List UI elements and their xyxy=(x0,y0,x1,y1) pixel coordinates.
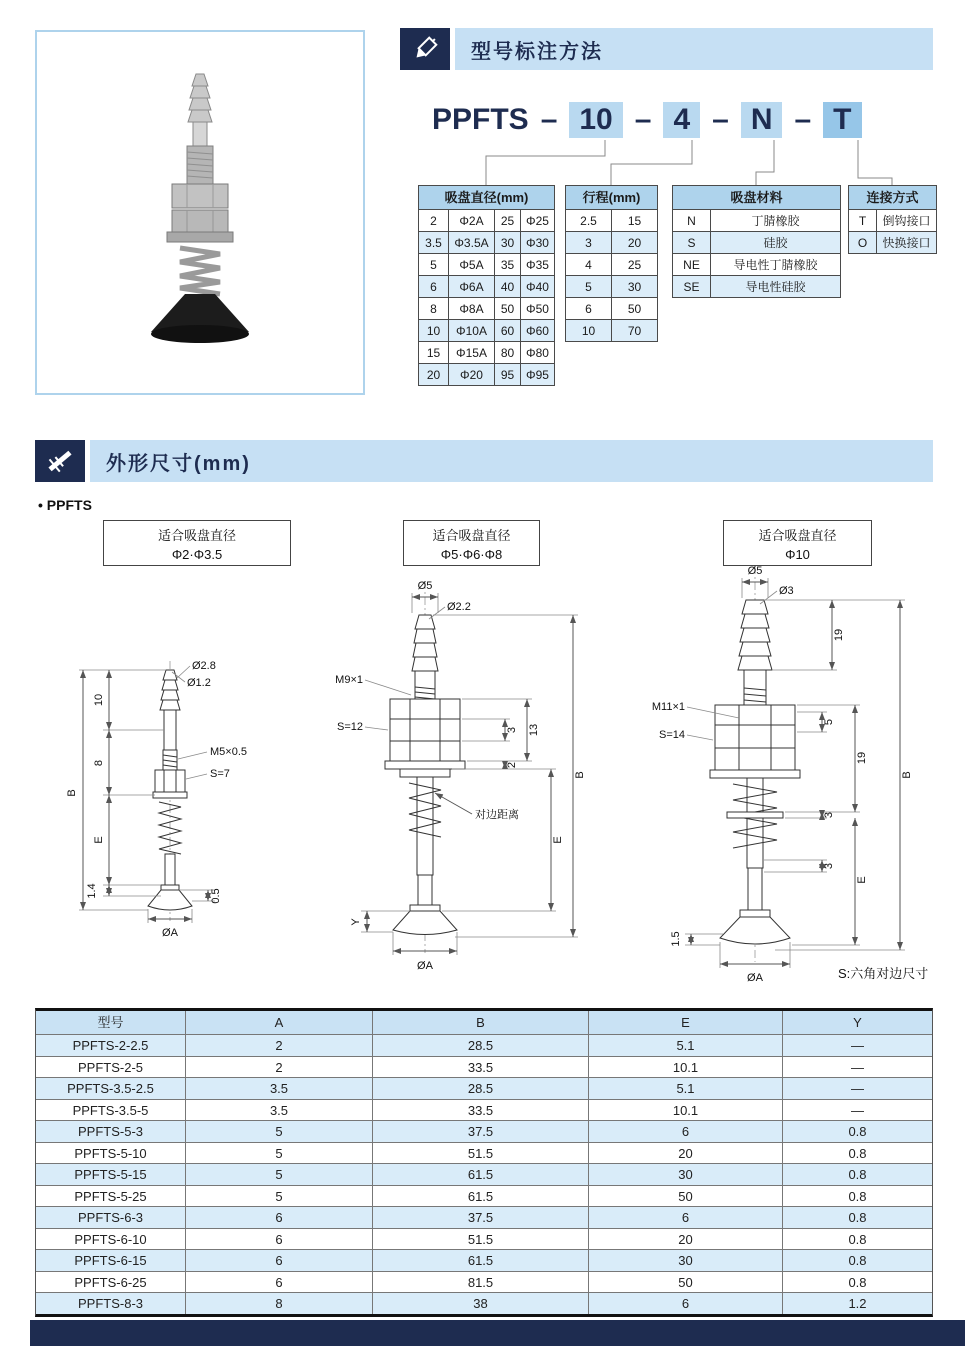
dim-b-cell: 51.5 xyxy=(373,1142,589,1164)
section1-title: 型号标注方法 xyxy=(471,40,603,63)
table-cell: SE xyxy=(673,276,711,298)
table-row xyxy=(419,298,555,320)
table-row xyxy=(673,254,841,276)
model-dash: – xyxy=(634,103,652,136)
model-cell: PPFTS-6-25 xyxy=(36,1271,186,1293)
table-cell: 导电性丁腈橡胶 xyxy=(711,254,841,276)
dim-y-cell: — xyxy=(783,1056,932,1078)
dim-label: 8 xyxy=(93,759,105,767)
table-cell: Φ60 xyxy=(521,320,555,342)
table-row xyxy=(673,232,841,254)
dim-y-cell: 1.2 xyxy=(783,1292,932,1314)
model-size-box: 10 xyxy=(569,102,622,138)
table-cell: 硅胶 xyxy=(711,232,841,254)
spec-table-row xyxy=(36,1120,932,1142)
dim-label: B xyxy=(574,771,586,779)
table-row xyxy=(419,276,555,298)
dim-e-cell: 30 xyxy=(589,1163,783,1185)
footer-bar xyxy=(30,1320,965,1346)
model-cell: PPFTS-5-3 xyxy=(36,1120,186,1142)
caliper-icon xyxy=(44,446,76,476)
dim-label: 1.4 xyxy=(86,883,98,899)
table-cell: 8 xyxy=(419,298,449,320)
dim-b-cell: 61.5 xyxy=(373,1163,589,1185)
spec-table-row xyxy=(36,1271,932,1293)
dim-e-cell: 5.1 xyxy=(589,1034,783,1056)
spec-table-row xyxy=(36,1077,932,1099)
dim-y-cell: 0.8 xyxy=(783,1271,932,1293)
dim-label: Ø5 xyxy=(747,565,763,577)
table-cell: 35 xyxy=(495,254,521,276)
drawing-caption-1 xyxy=(103,520,291,566)
dim-a-cell: 3.5 xyxy=(186,1099,373,1121)
dim-label: ØA xyxy=(747,972,763,984)
caption-line1: 适合吸盘直径 xyxy=(157,527,236,543)
dim-y-cell: 0.8 xyxy=(783,1185,932,1207)
table-row xyxy=(419,342,555,364)
dim-a-cell: 6 xyxy=(186,1206,373,1228)
dim-e-cell: 20 xyxy=(589,1228,783,1250)
series-label: • PPFTS xyxy=(38,497,92,513)
dim-label: 19 xyxy=(856,751,868,765)
dim-a-cell: 6 xyxy=(186,1271,373,1293)
table-cell: 导电性硅胶 xyxy=(711,276,841,298)
table-row xyxy=(419,210,555,232)
fitting-outline xyxy=(710,600,800,944)
dim-a-cell: 8 xyxy=(186,1292,373,1314)
table-cell: 95 xyxy=(495,364,521,386)
table-cell: 20 xyxy=(612,232,658,254)
model-cell: PPFTS-5-25 xyxy=(36,1185,186,1207)
model-cell: PPFTS-2-5 xyxy=(36,1056,186,1078)
table-cell: 丁腈橡胶 xyxy=(711,210,841,232)
table-cell: 30 xyxy=(612,276,658,298)
table-row xyxy=(419,364,555,386)
dim-e-cell: 20 xyxy=(589,1142,783,1164)
table-cell: Φ95 xyxy=(521,364,555,386)
diameter-table-header: 吸盘直径(mm) xyxy=(419,186,555,210)
dim-label: 对边距离 xyxy=(475,809,519,821)
table-cell: Φ80 xyxy=(521,342,555,364)
spec-table-row xyxy=(36,1163,932,1185)
table-cell: Φ30 xyxy=(521,232,555,254)
dim-b-cell: 61.5 xyxy=(373,1185,589,1207)
dim-b-cell: 61.5 xyxy=(373,1249,589,1271)
dim-label: 10 xyxy=(93,693,105,707)
table-cell: 2.5 xyxy=(566,210,612,232)
dim-label: E xyxy=(93,836,105,844)
dim-a-cell: 5 xyxy=(186,1120,373,1142)
table-cell: 25 xyxy=(495,210,521,232)
table-cell: 40 xyxy=(495,276,521,298)
table-cell: 5 xyxy=(419,254,449,276)
model-prefix: PPFTS xyxy=(432,103,529,136)
dim-b-cell: 33.5 xyxy=(373,1099,589,1121)
table-cell: Φ5A xyxy=(449,254,495,276)
drawing-caption-2 xyxy=(403,520,540,566)
diameter-table xyxy=(418,185,555,386)
table-cell: 3.5 xyxy=(419,232,449,254)
table-cell: 10 xyxy=(419,320,449,342)
column-header: A xyxy=(186,1011,373,1034)
dim-y-cell: — xyxy=(783,1077,932,1099)
dim-label: Y xyxy=(350,918,362,926)
column-header: Y xyxy=(853,1015,862,1030)
material-table-header: 吸盘材料 xyxy=(673,186,841,210)
table-cell: T xyxy=(849,210,877,232)
dim-label: M5×0.5 xyxy=(210,746,247,758)
dim-y-cell: — xyxy=(783,1034,932,1056)
spring-coil xyxy=(180,248,220,294)
product-photo xyxy=(37,32,363,393)
dim-a-cell: 5 xyxy=(186,1163,373,1185)
table-cell: Φ15A xyxy=(449,342,495,364)
caption-line2: Φ2·Φ3.5 xyxy=(171,546,223,562)
model-dash: – xyxy=(712,103,729,136)
dim-b-cell: 51.5 xyxy=(373,1228,589,1250)
spec-table xyxy=(35,1008,933,1317)
stroke-table-header: 行程(mm) xyxy=(566,186,658,210)
table-cell: 2 xyxy=(419,210,449,232)
dim-label: 5 xyxy=(823,718,835,726)
spec-table-header-row xyxy=(36,1011,932,1034)
model-cell: PPFTS-6-15 xyxy=(36,1249,186,1271)
dim-label: 19 xyxy=(833,628,845,642)
table-cell: Φ50 xyxy=(521,298,555,320)
dim-b-cell: 81.5 xyxy=(373,1271,589,1293)
connection-table-header: 连接方式 xyxy=(849,186,937,210)
dim-label: S=7 xyxy=(210,768,230,780)
model-cell: PPFTS-3.5-5 xyxy=(36,1099,186,1121)
table-row xyxy=(419,320,555,342)
dim-b-cell: 37.5 xyxy=(373,1206,589,1228)
table-cell: 50 xyxy=(612,298,658,320)
dim-e-cell: 30 xyxy=(589,1249,783,1271)
dim-label: E xyxy=(856,876,868,884)
table-cell: 6 xyxy=(419,276,449,298)
table-cell: NE xyxy=(673,254,711,276)
model-cell: PPFTS-8-3 xyxy=(36,1292,186,1314)
table-cell: 3 xyxy=(566,232,612,254)
table-cell: Φ3.5A xyxy=(449,232,495,254)
model-cell: PPFTS-5-15 xyxy=(36,1163,186,1185)
section2-icon-box xyxy=(35,440,85,482)
dim-a-cell: 2 xyxy=(186,1056,373,1078)
dim-y-cell: 0.8 xyxy=(783,1206,932,1228)
dim-e-cell: 50 xyxy=(589,1271,783,1293)
model-dash: – xyxy=(794,103,812,136)
table-cell: 60 xyxy=(495,320,521,342)
dimension-drawing-large xyxy=(615,560,955,1005)
caption-line2: Φ5·Φ6·Φ8 xyxy=(440,546,503,562)
dim-e-cell: 5.1 xyxy=(589,1077,783,1099)
table-cell: Φ8A xyxy=(449,298,495,320)
table-cell: S xyxy=(673,232,711,254)
model-cell: PPFTS-3.5-2.5 xyxy=(36,1077,186,1099)
dim-y-cell: 0.8 xyxy=(783,1249,932,1271)
spec-table-row xyxy=(36,1228,932,1250)
fitting-outline xyxy=(385,615,465,935)
table-cell: 70 xyxy=(612,320,658,342)
model-cell: PPFTS-2-2.5 xyxy=(36,1034,186,1056)
dim-label: Ø5 xyxy=(417,580,433,592)
section1-header xyxy=(400,28,933,70)
table-cell: Φ10A xyxy=(449,320,495,342)
model-connection-box: T xyxy=(823,102,861,138)
column-header: E xyxy=(589,1011,783,1034)
table-row xyxy=(849,232,937,254)
column-header: 型号 xyxy=(36,1011,186,1034)
barb-fitting xyxy=(188,74,212,122)
model-material-box: N xyxy=(741,102,783,138)
connection-table xyxy=(848,185,937,254)
table-cell: 10 xyxy=(566,320,612,342)
stroke-table xyxy=(565,185,658,342)
dim-b-cell: 28.5 xyxy=(373,1077,589,1099)
table-cell: 50 xyxy=(495,298,521,320)
table-cell: Φ20 xyxy=(449,364,495,386)
table-row xyxy=(566,298,658,320)
dim-a-cell: 2 xyxy=(186,1034,373,1056)
model-cell: PPFTS-6-3 xyxy=(36,1206,186,1228)
table-row xyxy=(673,276,841,298)
dim-e-cell: 10.1 xyxy=(589,1056,783,1078)
dim-label: E xyxy=(552,836,564,844)
table-cell: O xyxy=(849,232,877,254)
hex-flats-note: S:六角对边尺寸 xyxy=(838,966,929,981)
dim-label: 3 xyxy=(823,862,835,870)
dim-label: 3 xyxy=(506,726,518,734)
model-stroke-box: 4 xyxy=(663,102,700,138)
dim-e-cell: 10.1 xyxy=(589,1099,783,1121)
spec-table-row xyxy=(36,1056,932,1078)
dim-label: M11×1 xyxy=(651,701,685,713)
dim-b-cell: 33.5 xyxy=(373,1056,589,1078)
table-cell: 20 xyxy=(419,364,449,386)
caption-line2: Φ10 xyxy=(785,546,810,562)
model-dash: – xyxy=(540,103,558,136)
table-cell: 5 xyxy=(566,276,612,298)
table-cell: Φ35 xyxy=(521,254,555,276)
dim-a-cell: 5 xyxy=(186,1142,373,1164)
table-cell: 25 xyxy=(612,254,658,276)
dim-label: ØA xyxy=(162,927,178,939)
table-cell: 4 xyxy=(566,254,612,276)
dim-label: B xyxy=(66,789,78,797)
table-cell: 15 xyxy=(419,342,449,364)
material-table xyxy=(672,185,841,298)
section2-title-bar xyxy=(90,440,933,482)
dim-e-cell: 6 xyxy=(589,1120,783,1142)
table-cell: 倒钩接口 xyxy=(877,210,937,232)
dim-label: 1.5 xyxy=(670,931,682,947)
model-cell: PPFTS-5-10 xyxy=(36,1142,186,1164)
table-cell: 30 xyxy=(495,232,521,254)
column-header: B xyxy=(373,1011,589,1034)
spec-table-row xyxy=(36,1206,932,1228)
section2-title: 外形尺寸(mm) xyxy=(106,452,251,475)
pencil-icon xyxy=(410,34,440,64)
dim-y-cell: — xyxy=(783,1099,932,1121)
dimension-drawing-medium xyxy=(305,575,605,1000)
dim-a-cell: 3.5 xyxy=(186,1077,373,1099)
dim-b-cell: 38 xyxy=(373,1292,589,1314)
table-row xyxy=(566,276,658,298)
model-connector-lines xyxy=(400,140,935,186)
model-cell: PPFTS-6-10 xyxy=(36,1228,186,1250)
spec-table-row xyxy=(36,1034,932,1056)
dim-e-cell: 50 xyxy=(589,1185,783,1207)
dim-a-cell: 6 xyxy=(186,1228,373,1250)
table-row xyxy=(673,210,841,232)
dim-label: S=12 xyxy=(337,721,363,733)
dim-label: S=14 xyxy=(659,729,685,741)
table-cell: 6 xyxy=(566,298,612,320)
dim-label: 0.5 xyxy=(210,888,222,904)
caption-line1: 适合吸盘直径 xyxy=(758,527,837,543)
model-code xyxy=(400,98,935,142)
product-photo-box xyxy=(35,30,365,395)
dim-label: 2 xyxy=(506,761,518,769)
fitting-outline xyxy=(148,670,192,910)
table-row xyxy=(566,210,658,232)
table-cell: 15 xyxy=(612,210,658,232)
dim-e-cell: 6 xyxy=(589,1292,783,1314)
dim-label: ØA xyxy=(417,960,433,972)
table-cell: N xyxy=(673,210,711,232)
dim-y-cell: 0.8 xyxy=(783,1142,932,1164)
section1-title-bar xyxy=(455,28,933,70)
spec-table-row xyxy=(36,1142,932,1164)
spec-table-row xyxy=(36,1185,932,1207)
section2-header xyxy=(35,440,933,482)
dim-label: Ø2.8 xyxy=(192,660,216,672)
dim-label: Ø2.2 xyxy=(447,601,471,613)
dim-label: Ø1.2 xyxy=(187,677,211,689)
table-row xyxy=(419,232,555,254)
dim-a-cell: 6 xyxy=(186,1249,373,1271)
table-row xyxy=(566,254,658,276)
table-cell: Φ6A xyxy=(449,276,495,298)
table-row xyxy=(566,232,658,254)
dim-y-cell: 0.8 xyxy=(783,1120,932,1142)
table-cell: 80 xyxy=(495,342,521,364)
dim-label: Ø3 xyxy=(779,585,794,597)
dimension-drawing-small xyxy=(45,655,315,990)
dim-y-cell: 0.8 xyxy=(783,1228,932,1250)
table-row xyxy=(566,320,658,342)
table-cell: Φ2A xyxy=(449,210,495,232)
dim-label: B xyxy=(901,771,913,779)
dim-e-cell: 6 xyxy=(589,1206,783,1228)
caption-line1: 适合吸盘直径 xyxy=(432,527,511,543)
table-cell: Φ40 xyxy=(521,276,555,298)
table-row xyxy=(419,254,555,276)
dim-label: 13 xyxy=(528,723,540,737)
section1-icon-box xyxy=(400,28,450,70)
dim-b-cell: 28.5 xyxy=(373,1034,589,1056)
spec-table-row xyxy=(36,1249,932,1271)
dim-y-cell: 0.8 xyxy=(783,1163,932,1185)
spec-table-row xyxy=(36,1292,932,1314)
spec-table-row xyxy=(36,1099,932,1121)
dim-label: M9×1 xyxy=(335,674,363,686)
dim-label: 3 xyxy=(823,811,835,819)
dim-a-cell: 5 xyxy=(186,1185,373,1207)
table-cell: 快换接口 xyxy=(877,232,937,254)
table-cell: Φ25 xyxy=(521,210,555,232)
dim-b-cell: 37.5 xyxy=(373,1120,589,1142)
table-row xyxy=(849,210,937,232)
